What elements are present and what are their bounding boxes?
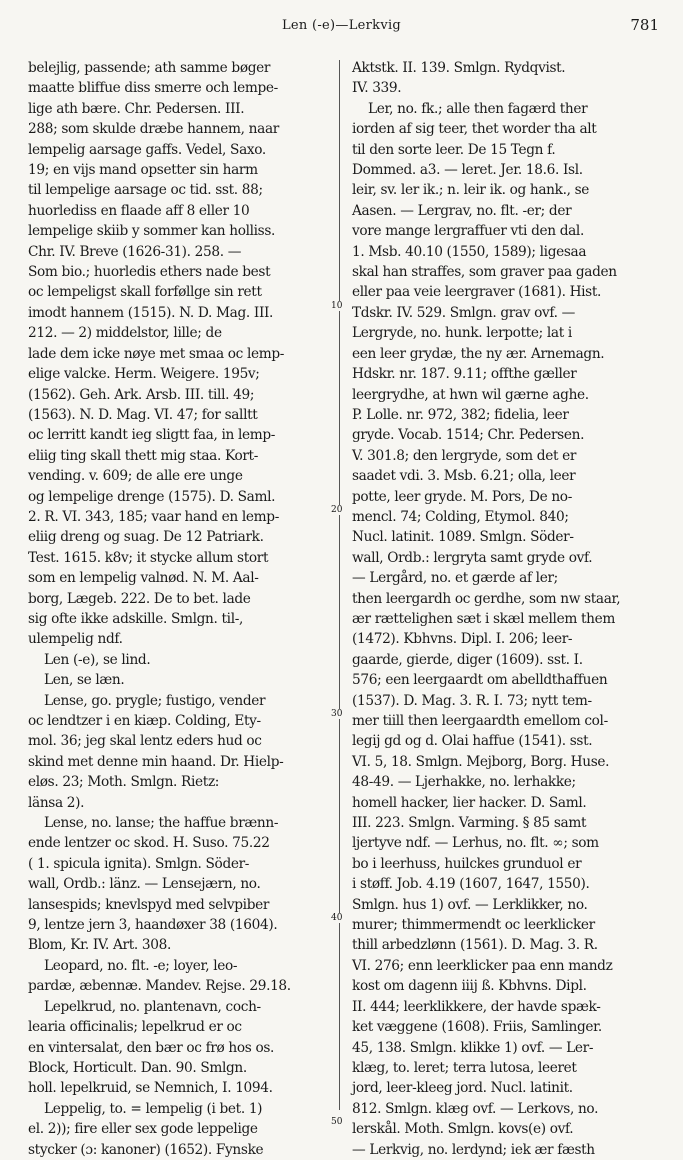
text-line: til lempelige aarsage oc tid. sst. 88; bbox=[28, 182, 263, 199]
text-line: til den sorte leer. De 15 Tegn f. bbox=[352, 141, 556, 158]
text-line: lempelige skiib y sommer kan holliss. bbox=[28, 223, 276, 240]
text-line: wall, Ordb.: länz. — Lensejærn, no. bbox=[28, 876, 261, 893]
text-line: een leer grydæ, the ny ær. Arnemagn. bbox=[352, 345, 605, 362]
text-line: — Lergård, no. et gærde af ler; bbox=[352, 570, 558, 587]
margin-line-number: 10 bbox=[331, 301, 343, 311]
text-line: lade dem icke nøye met smaa oc lemp- bbox=[28, 345, 285, 362]
text-line: eliig ting skall thett mig staa. Kort- bbox=[28, 447, 258, 464]
text-line: kost om dagenn iiij ß. Kbhvns. Dipl. bbox=[352, 978, 587, 995]
text-line: belejlig, passende; ath samme bøger bbox=[28, 60, 271, 76]
text-line: holl. lepelkruid, se Nemnich, I. 1094. bbox=[28, 1080, 273, 1097]
text-line: iorden af sig teer, thet worder tha alt bbox=[352, 121, 597, 138]
text-line: 2. R. VI. 343, 185; vaar hand en lemp- bbox=[28, 508, 279, 525]
text-line: saadet vdi. 3. Msb. 6.21; olla, leer bbox=[352, 468, 576, 485]
text-line: klæg, to. leret; terra lutosa, leeret bbox=[352, 1059, 577, 1076]
text-line: (1537). D. Mag. 3. R. I. 73; nytt tem- bbox=[352, 692, 592, 709]
text-line: III. 223. Smlgn. Varming. § 85 samt bbox=[352, 815, 587, 832]
text-line: maatte bliffue diss smerre och lempe- bbox=[28, 80, 278, 97]
text-line: Smlgn. hus 1) ovf. — Lerklikker, no. bbox=[352, 896, 588, 913]
margin-line-number: 40 bbox=[331, 913, 343, 923]
text-line: learia officinalis; lepelkrud er oc bbox=[28, 1019, 242, 1036]
text-line: Block, Horticult. Dan. 90. Smlgn. bbox=[28, 1059, 247, 1076]
text-line: 1. Msb. 40.10 (1550, 1589); ligesaa bbox=[352, 243, 587, 260]
text-line: sig ofte ikke adskille. Smlgn. til-, bbox=[28, 610, 244, 627]
text-line: imodt hannem (1515). N. D. Mag. III. bbox=[28, 304, 274, 321]
text-line: (1563). N. D. Mag. VI. 47; for salltt bbox=[28, 406, 258, 423]
text-line: potte, leer gryde. M. Pors, De no- bbox=[352, 488, 572, 505]
text-line: ende lentzer oc skod. H. Suso. 75.22 bbox=[28, 835, 270, 852]
margin-line-number: 50 bbox=[331, 1117, 343, 1127]
text-line: Blom, Kr. IV. Art. 308. bbox=[28, 937, 171, 954]
text-line: mencl. 74; Colding, Etymol. 840; bbox=[352, 508, 569, 525]
text-line: oc lendtzer i en kiæp. Colding, Ety- bbox=[28, 713, 261, 729]
text-line: P. Lolle. nr. 972, 382; fidelia, leer bbox=[352, 406, 569, 423]
text-line: lerskål. Moth. Smlgn. kovs(e) ovf. bbox=[352, 1121, 574, 1138]
text-line: Chr. IV. Breve (1626-31). 258. — bbox=[28, 243, 242, 260]
text-line: 576; een leergaardt om abelldthaffuen bbox=[352, 672, 608, 689]
text-line: eller paa veie leergraver (1681). Hist. bbox=[352, 284, 602, 301]
text-line: wall, Ordb.: lergryta samt gryde ovf. bbox=[352, 549, 593, 566]
page-number: 781 bbox=[630, 16, 659, 34]
text-line: homell hacker, lier hacker. D. Saml. bbox=[352, 794, 587, 811]
text-line: IV. 339. bbox=[352, 80, 402, 97]
text-line: oc lerritt kandt ieg sligtt faa, in lemp- bbox=[28, 427, 276, 444]
text-line: Lergryde, no. hunk. lerpotte; lat i bbox=[352, 325, 572, 342]
text-line: ket væggene (1608). Friis, Samlinger. bbox=[352, 1019, 602, 1036]
text-line: länsa 2). bbox=[28, 794, 85, 811]
text-line: elige valcke. Herm. Weigere. 195v; bbox=[28, 366, 260, 383]
text-line: stycker (ɔ: kanoner) (1652). Fynske bbox=[28, 1141, 264, 1158]
text-line: Len, se læn. bbox=[44, 672, 125, 689]
text-line: en vintersalat, den bær oc frø hos os. bbox=[28, 1039, 275, 1056]
text-line: (1472). Kbhvns. Dipl. I. 206; leer- bbox=[352, 631, 573, 648]
text-line: vore mange lergraffuer vti den dal. bbox=[352, 223, 584, 240]
text-line: el. 2)); fire eller sex gode leppelige bbox=[28, 1121, 258, 1138]
text-line: skal han straffes, som graver paa gaden bbox=[352, 264, 617, 281]
text-line: lige ath bære. Chr. Pedersen. III. bbox=[28, 100, 245, 117]
text-line: Aktstk. II. 139. Smlgn. Rydqvist. bbox=[352, 60, 566, 76]
text-line: Ler, no. fk.; alle then fagærd ther bbox=[368, 100, 588, 117]
text-line: huorlediss en flaade aff 8 eller 10 bbox=[28, 202, 250, 219]
text-line: 212. — 2) middelstor, lille; de bbox=[28, 325, 222, 342]
text-line: Len (-e), se lind. bbox=[44, 651, 151, 668]
text-line: eliig dreng og suag. De 12 Patriark. bbox=[28, 529, 264, 546]
text-line: (1562). Geh. Ark. Arsb. III. till. 49; bbox=[28, 386, 255, 403]
text-line: then leergardh oc gerdhe, som nw staar, bbox=[352, 590, 621, 607]
page-header bbox=[0, 0, 683, 40]
text-line: ær rættelighen sæt i skæl mellem them bbox=[352, 610, 615, 627]
text-line: mer tiill then leergaardth emellom col- bbox=[352, 713, 608, 729]
margin-line-number: 20 bbox=[331, 505, 343, 515]
text-line: gaarde, gierde, diger (1609). sst. I. bbox=[352, 651, 583, 668]
text-line: skind met denne min haand. Dr. Hielp- bbox=[28, 753, 284, 770]
text-line: ljertyve ndf. — Lerhus, no. flt. ∞; som bbox=[352, 835, 599, 852]
text-line: eløs. 23; Moth. Smlgn. Rietz: bbox=[28, 774, 220, 791]
text-line: VI. 5, 18. Smlgn. Mejborg, Borg. Huse. bbox=[352, 753, 610, 770]
text-line: borg, Lægeb. 222. De to bet. lade bbox=[28, 590, 251, 607]
text-line: bo i leerhuss, huilckes grunduol er bbox=[352, 855, 582, 872]
text-line: mol. 36; jeg skal lentz eders hud oc bbox=[28, 733, 262, 750]
text-line: og lempelige drenge (1575). D. Saml. bbox=[28, 488, 276, 505]
text-line: Tdskr. IV. 529. Smlgn. grav ovf. — bbox=[352, 304, 575, 321]
text-line: Lense, no. lanse; the haffue brænn- bbox=[44, 815, 279, 832]
text-line: legij gd og d. Olai haffue (1541). sst. bbox=[352, 733, 593, 750]
left-text-column bbox=[28, 58, 324, 1158]
text-line: vending. v. 609; de alle ere unge bbox=[28, 468, 243, 485]
text-line: Lepelkrud, no. plantenavn, coch- bbox=[44, 998, 261, 1015]
text-line: lempelig aarsage gaffs. Vedel, Saxo. bbox=[28, 141, 266, 158]
text-line: VI. 276; enn leerklicker paa enn mandz bbox=[352, 957, 613, 974]
text-line: 48-49. — Ljerhakke, no. lerhakke; bbox=[352, 774, 576, 791]
text-line: Dommed. a3. — leret. Jer. 18.6. Isl. bbox=[352, 162, 583, 179]
text-line: murer; thimmermendt oc leerklicker bbox=[352, 917, 595, 934]
text-line: leergrydhe, at hwn wil gærne aghe. bbox=[352, 386, 589, 403]
text-line: V. 301.8; den lergryde, som det er bbox=[352, 447, 577, 464]
text-line: lansespids; knevlspyd med selvpiber bbox=[28, 896, 270, 913]
text-line: oc lempeligst skall forføllge sin rett bbox=[28, 284, 262, 301]
text-line: 812. Smlgn. klæg ovf. — Lerkovs, no. bbox=[352, 1100, 599, 1117]
text-line: Aasen. — Lergrav, no. flt. -er; der bbox=[352, 202, 572, 219]
text-line: ( 1. spicula ignita). Smlgn. Söder- bbox=[28, 855, 250, 872]
text-line: II. 444; leerklikkere, der havde spæk- bbox=[352, 998, 601, 1015]
text-line: Nucl. latinit. 1089. Smlgn. Söder- bbox=[352, 529, 574, 546]
text-line: Lense, go. prygle; fustigo, vender bbox=[44, 692, 266, 709]
text-line: 45, 138. Smlgn. klikke 1) ovf. — Ler- bbox=[352, 1039, 594, 1056]
text-line: 288; som skulde dræbe hannem, naar bbox=[28, 121, 279, 138]
text-line: thill arbedzlønn (1561). D. Mag. 3. R. bbox=[352, 937, 598, 954]
text-line: gryde. Vocab. 1514; Chr. Pedersen. bbox=[352, 427, 585, 444]
text-line: som en lempelig valnød. N. M. Aal- bbox=[28, 570, 259, 587]
text-line: 9, lentze jern 3, haandøxer 38 (1604). bbox=[28, 917, 278, 934]
text-line: 19; en vijs mand opsetter sin harm bbox=[28, 162, 258, 179]
text-line: jord, leer-kleeg jord. Nucl. latinit. bbox=[352, 1080, 573, 1097]
text-line: leir, sv. ler ik.; n. leir ik. og hank., se bbox=[352, 182, 589, 199]
text-line: Leppelig, to. = lempelig (i bet. 1) bbox=[44, 1100, 263, 1117]
column-divider bbox=[339, 60, 340, 1110]
running-head: Len (-e)—Lerkvig bbox=[281, 18, 402, 33]
margin-line-number: 30 bbox=[331, 709, 343, 719]
text-line: i støff. Job. 4.19 (1607, 1647, 1550). bbox=[352, 876, 590, 893]
right-text-column bbox=[352, 58, 669, 1158]
text-line: Test. 1615. k8v; it stycke allum stort bbox=[28, 549, 269, 566]
text-line: — Lerkvig, no. lerdynd; iek ær fæsth bbox=[352, 1141, 595, 1158]
text-line: Som bio.; huorledis ethers nade best bbox=[28, 264, 271, 281]
text-line: Hdskr. nr. 187. 9.11; offthe gæller bbox=[352, 366, 577, 383]
text-line: Leopard, no. flt. -e; loyer, leo- bbox=[44, 957, 238, 974]
text-line: ulempelig ndf. bbox=[28, 631, 123, 648]
text-line: pardæ, æbennæ. Mandev. Rejse. 29.18. bbox=[28, 978, 291, 995]
